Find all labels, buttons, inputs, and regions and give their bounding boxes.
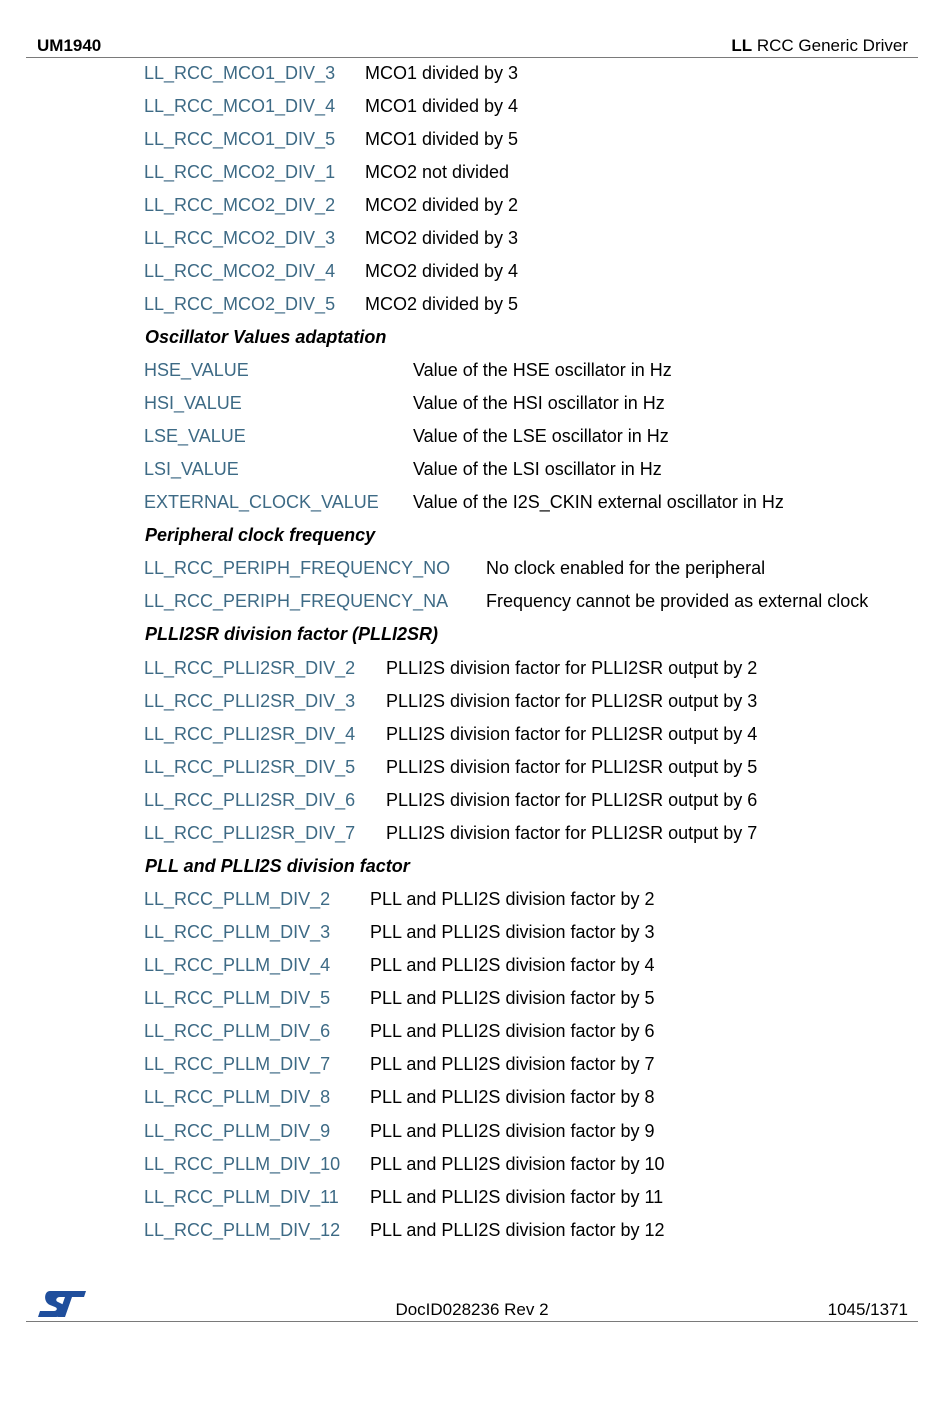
- define-desc: Value of the HSE oscillator in Hz: [413, 360, 672, 380]
- section-title-plli2sr: PLLI2SR division factor (PLLI2SR): [145, 624, 439, 644]
- define-name: LSI_VALUE: [144, 459, 239, 479]
- header-rule: [26, 57, 918, 58]
- define-desc: PLL and PLLI2S division factor by 6: [370, 1021, 655, 1041]
- define-desc: PLL and PLLI2S division factor by 11: [370, 1187, 664, 1207]
- doc-code: UM1940: [37, 36, 102, 55]
- define-name: LL_RCC_PLLM_DIV_12: [144, 1220, 341, 1240]
- define-name: LL_RCC_PLLI2SR_DIV_2: [144, 658, 356, 678]
- define-name: LL_RCC_PLLI2SR_DIV_5: [144, 757, 356, 777]
- define-desc: PLL and PLLI2S division factor by 5: [370, 988, 655, 1008]
- define-desc: PLL and PLLI2S division factor by 12: [370, 1220, 665, 1240]
- define-name: LL_RCC_PLLM_DIV_11: [144, 1187, 339, 1207]
- define-desc: Value of the LSI oscillator in Hz: [413, 459, 662, 479]
- doc-id-text: DocID028236 Rev 2: [395, 1300, 549, 1319]
- page-header-title: [731, 36, 908, 56]
- define-desc: PLLI2S division factor for PLLI2SR output by 5: [386, 757, 758, 777]
- define-desc: PLLI2S division factor for PLLI2SR output by 6: [386, 790, 758, 810]
- define-desc: Value of the HSI oscillator in Hz: [413, 393, 665, 413]
- define-desc: MCO2 divided by 3: [365, 228, 519, 248]
- define-name: HSI_VALUE: [144, 393, 242, 413]
- section-title-peripheral: Peripheral clock frequency: [145, 525, 376, 545]
- section-title-pllm: PLL and PLLI2S division factor: [145, 856, 410, 876]
- define-name: LL_RCC_PLLM_DIV_9: [144, 1121, 331, 1141]
- define-name: LL_RCC_MCO1_DIV_3: [144, 63, 336, 83]
- define-desc: PLLI2S division factor for PLLI2SR output by 3: [386, 691, 758, 711]
- define-desc: PLLI2S division factor for PLLI2SR output by 2: [386, 658, 758, 678]
- define-desc: PLL and PLLI2S division factor by 8: [370, 1087, 655, 1107]
- define-desc: PLL and PLLI2S division factor by 9: [370, 1121, 655, 1141]
- define-name: LL_RCC_PLLM_DIV_3: [144, 922, 331, 942]
- define-desc: PLL and PLLI2S division factor by 10: [370, 1154, 665, 1174]
- define-desc: Value of the LSE oscillator in Hz: [413, 426, 669, 446]
- define-name: LL_RCC_PLLI2SR_DIV_3: [144, 691, 356, 711]
- define-name: LL_RCC_MCO1_DIV_5: [144, 129, 336, 149]
- define-desc: PLLI2S division factor for PLLI2SR output by 4: [386, 724, 758, 744]
- define-desc: PLL and PLLI2S division factor by 3: [370, 922, 655, 942]
- footer-rule: [26, 1321, 918, 1322]
- define-name: LL_RCC_MCO1_DIV_4: [144, 96, 336, 116]
- define-desc: PLL and PLLI2S division factor by 2: [370, 889, 655, 909]
- define-name: LSE_VALUE: [144, 426, 246, 446]
- define-name: EXTERNAL_CLOCK_VALUE: [144, 492, 379, 512]
- define-name: LL_RCC_PLLM_DIV_4: [144, 955, 331, 975]
- define-name: LL_RCC_PLLM_DIV_5: [144, 988, 331, 1008]
- define-desc: PLL and PLLI2S division factor by 4: [370, 955, 655, 975]
- define-desc: No clock enabled for the peripheral: [486, 558, 766, 578]
- define-name: HSE_VALUE: [144, 360, 249, 380]
- define-desc: PLL and PLLI2S division factor by 7: [370, 1054, 655, 1074]
- define-name: LL_RCC_PLLM_DIV_6: [144, 1021, 331, 1041]
- define-name: LL_RCC_PLLI2SR_DIV_7: [144, 823, 356, 843]
- define-desc: Value of the I2S_CKIN external oscillator in Hz: [413, 492, 784, 512]
- define-desc: MCO2 divided by 2: [365, 195, 519, 215]
- section-title-oscillator: Oscillator Values adaptation: [145, 327, 387, 347]
- define-desc: Frequency cannot be provided as external clock: [486, 591, 869, 611]
- define-name: LL_RCC_PLLI2SR_DIV_6: [144, 790, 356, 810]
- define-name: LL_RCC_PERIPH_FREQUENCY_NO: [144, 558, 451, 578]
- header-title-rest: RCC Generic Driver: [752, 36, 908, 55]
- define-desc: MCO2 divided by 4: [365, 261, 519, 281]
- define-name: LL_RCC_PLLM_DIV_7: [144, 1054, 331, 1074]
- define-name: LL_RCC_PLLM_DIV_8: [144, 1087, 331, 1107]
- page-number: 1045/1371: [827, 1300, 908, 1319]
- define-name: LL_RCC_PLLM_DIV_10: [144, 1154, 341, 1174]
- define-desc: MCO1 divided by 4: [365, 96, 519, 116]
- define-desc: MCO2 not divided: [365, 162, 510, 182]
- define-desc: MCO1 divided by 3: [365, 63, 519, 83]
- define-desc: PLLI2S division factor for PLLI2SR output by 7: [386, 823, 758, 843]
- define-name: LL_RCC_MCO2_DIV_1: [144, 162, 336, 182]
- define-name: LL_RCC_PLLM_DIV_2: [144, 889, 331, 909]
- define-name: LL_RCC_PLLI2SR_DIV_4: [144, 724, 356, 744]
- doc-id: [0, 1300, 950, 1320]
- header-title-bold: LL: [731, 36, 753, 55]
- define-name: LL_RCC_MCO2_DIV_4: [144, 261, 336, 281]
- define-desc: MCO2 divided by 5: [365, 294, 519, 314]
- define-name: LL_RCC_MCO2_DIV_5: [144, 294, 336, 314]
- define-desc: MCO1 divided by 5: [365, 129, 519, 149]
- define-name: LL_RCC_PERIPH_FREQUENCY_NA: [144, 591, 449, 611]
- define-name: LL_RCC_MCO2_DIV_3: [144, 228, 336, 248]
- define-name: LL_RCC_MCO2_DIV_2: [144, 195, 336, 215]
